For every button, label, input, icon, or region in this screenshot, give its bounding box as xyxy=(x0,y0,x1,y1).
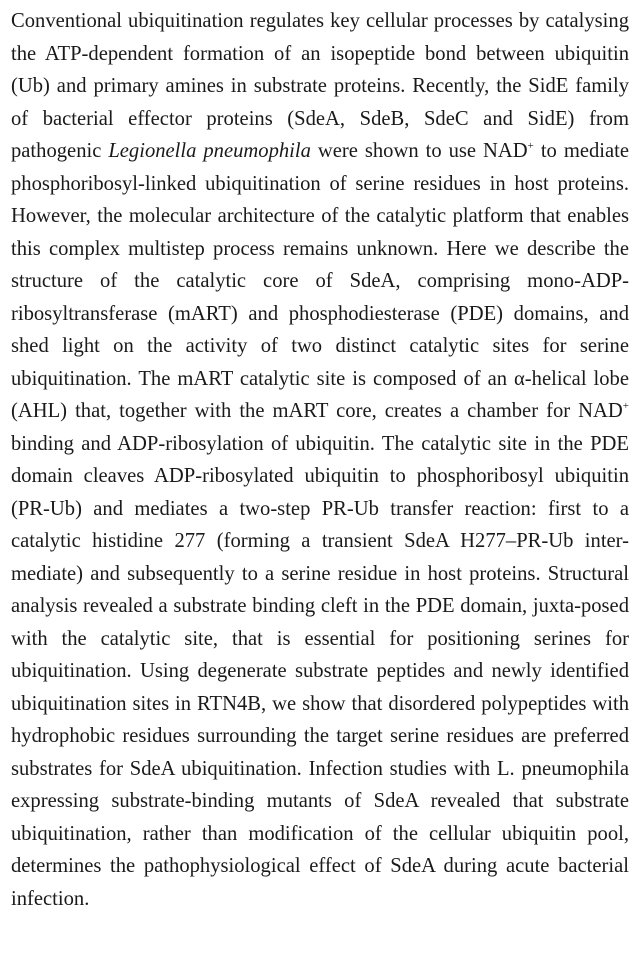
abstract-text-part-1: Conventional ubiquitination regulates key cellular processes by catalysing the ATP-dependent formation of an isopeptide bond between ubiquitin (Ub) and primary amines in substrate proteins. Recently, the SidE family of bacterial effector proteins (SdeA, SdeB, SdeC and SidE) from pathogenic xyxy=(11,10,629,162)
species-name-italic: Legionella pneumophila xyxy=(108,140,311,162)
nad-superscript-plus: + xyxy=(622,400,629,412)
abstract-text-part-3: to mediate phosphoribosyl-linked ubiquitination of serine residues in host proteins. However, the molecular architecture of the catalytic platform that enables this complex multistep process remains unknown. Here we describe the structure of the catalytic core of SdeA, comprising mono-ADP-ribosyltransferase (mART) and phosphodiesterase (PDE) domains, and shed light on the activity of two distinct catalytic sites for serine ubiquitination. The mART catalytic site is composed of an α-helical lobe (AHL) that, together with the mART core, creates a chamber for NAD xyxy=(11,140,629,422)
nad-superscript-plus: + xyxy=(527,140,534,152)
abstract-text-part-4: binding and ADP-ribosylation of ubiquitin. The catalytic site in the PDE domain cleaves ADP-ribosylated ubiquitin to phosphoribosyl ubiquitin (PR-Ub) and mediates a two-step PR-Ub transfer reaction: first to a catalytic histidine 277 (forming a transient SdeA H277–PR-Ub inter-mediate) and subsequently to a serine residue in host proteins. Structural analysis revealed a substrate binding cleft in the PDE domain, juxta-posed with the catalytic site, that is essential for positioning serines for ubiquitination. Using degenerate substrate peptides and newly identified ubiquitination sites in RTN4B, we show that disordered polypeptides with hydrophobic residues surrounding the target serine residues are preferred substrates for SdeA ubiquitination. Infection studies with L. pneumophila expressing substrate-binding mutants of SdeA revealed that substrate ubiquitination, rather than modification of the cellular ubiquitin pool, determines the pathophysiological effect of SdeA during acute bacterial infection. xyxy=(11,432,629,910)
abstract-paragraph xyxy=(11,5,629,915)
abstract-text-part-2: were shown to use NAD xyxy=(310,140,528,162)
